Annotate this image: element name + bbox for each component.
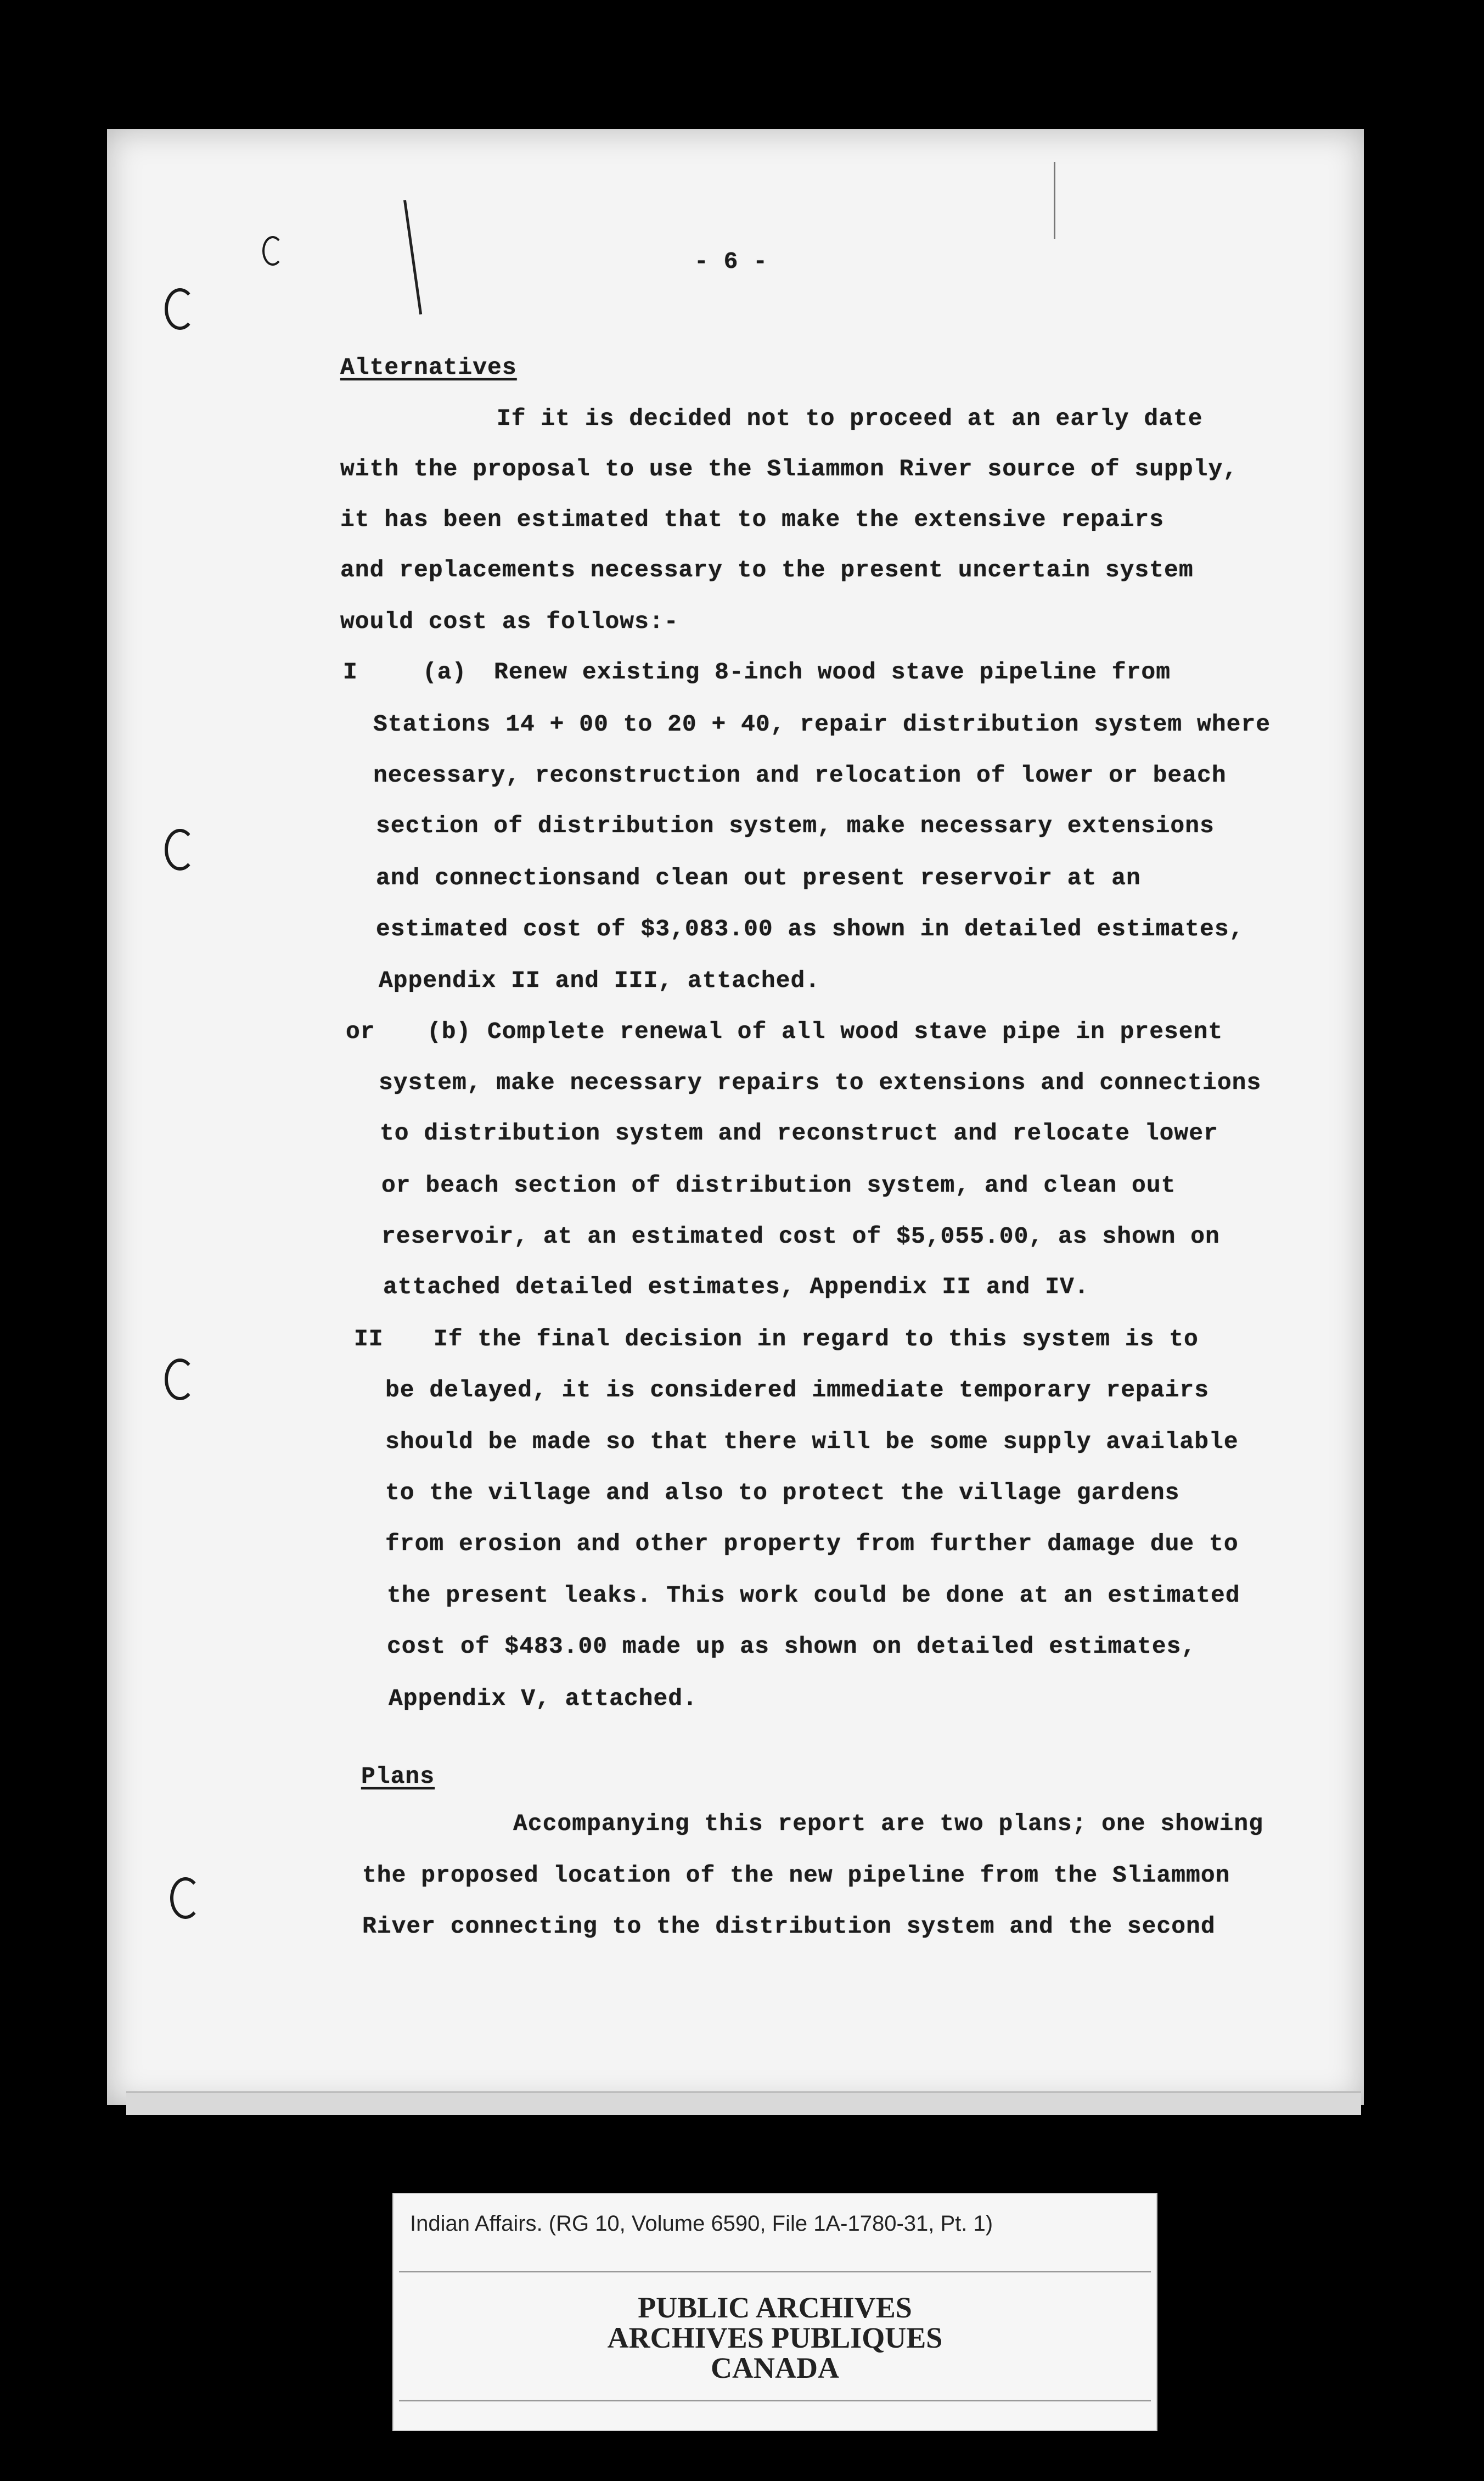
item-b-line: system, make necessary repairs to extensions and connections — [379, 1069, 1262, 1096]
binder-hole-icon — [170, 1877, 201, 1919]
item-a-line: necessary, reconstruction and relocation of lower or beach — [373, 762, 1227, 789]
intro-line: would cost as follows:- — [340, 608, 679, 635]
item-II-line: the present leaks. This work could be done at an estimated — [387, 1582, 1240, 1609]
item-II-line: from erosion and other property from further damage due to — [385, 1530, 1239, 1557]
intro-line: If it is decided not to proceed at an early date — [497, 405, 1203, 432]
item-II-line: to the village and also to protect the village gardens — [385, 1479, 1180, 1506]
item-b-line: reservoir, at an estimated cost of $5,055.00, as shown on — [381, 1223, 1220, 1250]
item-II-line: cost of $483.00 made up as shown on detailed estimates, — [387, 1633, 1196, 1660]
item-II-line: be delayed, it is considered immediate temporary repairs — [385, 1377, 1210, 1404]
divider — [399, 2271, 1151, 2272]
or-marker: or — [346, 1018, 375, 1045]
item-b-label: (b) — [427, 1018, 471, 1045]
intro-line: it has been estimated that to make the extensive repairs — [340, 506, 1165, 533]
item-a-line: section of distribution system, make necessary extensions — [376, 812, 1215, 839]
archive-name-french: ARCHIVES PUBLIQUES — [607, 2321, 943, 2354]
item-a-line: estimated cost of $3,083.00 as shown in detailed estimates, — [376, 916, 1244, 942]
binder-hole-icon — [165, 829, 195, 871]
item-II-line: should be made so that there will be some supply available — [385, 1428, 1239, 1455]
archive-name-english: PUBLIC ARCHIVES — [638, 2291, 912, 2324]
page-number: - 6 - — [694, 248, 768, 275]
section-heading-alternatives: Alternatives — [340, 354, 517, 381]
archive-reference: Indian Affairs. (RG 10, Volume 6590, File 1A-1780-31, Pt. 1) — [410, 2211, 993, 2236]
item-II-line: If the final decision in regard to this system is to — [434, 1326, 1199, 1352]
item-a-line: Renew existing 8-inch wood stave pipeline from — [494, 659, 1171, 686]
intro-line: with the proposal to use the Sliammon River source of supply, — [340, 456, 1238, 482]
pen-mark — [1054, 162, 1055, 239]
item-a-label: (a) — [423, 659, 467, 686]
item-b-line: or beach section of distribution system, and clean out — [381, 1172, 1176, 1199]
item-marker-II: II — [354, 1326, 384, 1352]
archive-caption — [392, 2193, 1157, 2431]
item-b-line: to distribution system and reconstruct and relocate lower — [380, 1120, 1218, 1147]
page-stack-edge — [126, 2091, 1361, 2115]
plans-line: Accompanying this report are two plans; one showing — [513, 1810, 1264, 1837]
item-b-line: attached detailed estimates, Appendix II and IV. — [383, 1273, 1089, 1300]
plans-line: River connecting to the distribution system and the second — [362, 1913, 1216, 1940]
section-heading-plans: Plans — [361, 1763, 435, 1790]
item-a-line: Stations 14 + 00 to 20 + 40, repair distribution system where — [373, 711, 1271, 738]
item-b-line: Complete renewal of all wood stave pipe in present — [487, 1018, 1223, 1045]
item-a-line: Appendix II and III, attached. — [379, 967, 820, 994]
intro-line: and replacements necessary to the present uncertain system — [340, 557, 1194, 583]
item-marker-I: I — [343, 659, 358, 686]
plans-line: the proposed location of the new pipeline from the Sliammon — [362, 1862, 1230, 1889]
binder-hole-icon — [165, 1359, 195, 1400]
archive-country: CANADA — [711, 2351, 839, 2384]
item-II-line: Appendix V, attached. — [389, 1685, 698, 1712]
binder-hole-icon — [165, 288, 195, 330]
item-a-line: and connectionsand clean out present reservoir at an — [376, 865, 1141, 891]
binder-hole-icon — [262, 236, 283, 266]
divider — [399, 2400, 1151, 2401]
